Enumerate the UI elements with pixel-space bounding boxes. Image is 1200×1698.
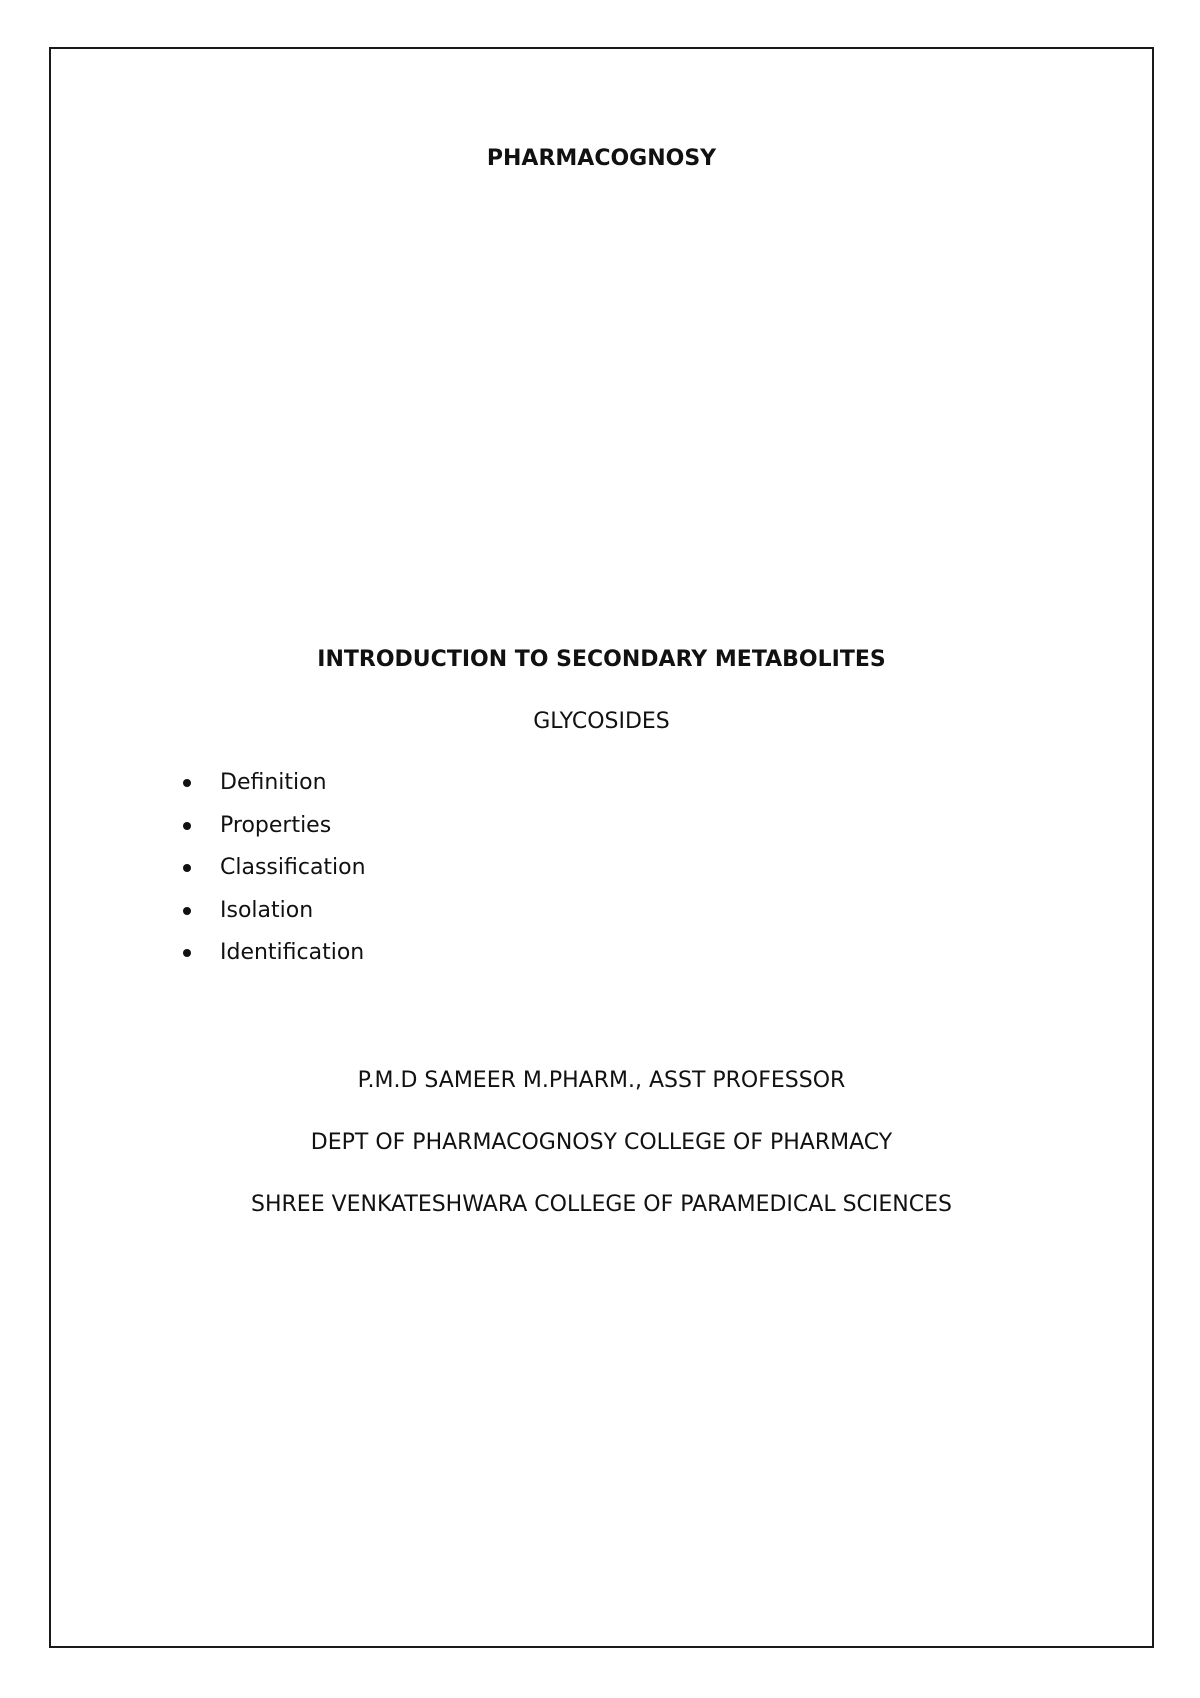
list-item-label: Identification <box>220 940 365 965</box>
college-line: SHREE VENKATESHWARA COLLEGE OF PARAMEDICAL SCIENCES <box>251 1192 952 1217</box>
document-title: PHARMACOGNOSY <box>486 146 717 171</box>
topic-list <box>180 769 366 982</box>
bullet-icon <box>183 949 191 957</box>
bullet-icon <box>183 822 191 830</box>
list-item-label: Classification <box>220 855 366 880</box>
list-item <box>180 897 366 940</box>
bullet-icon <box>183 864 191 872</box>
bullet-icon <box>183 907 191 915</box>
bullet-icon <box>183 779 191 787</box>
list-item-label: Isolation <box>220 897 314 923</box>
department-line: DEPT OF PHARMACOGNOSY COLLEGE OF PHARMACY <box>310 1130 893 1155</box>
list-item <box>180 769 366 812</box>
list-item <box>180 812 366 855</box>
list-item <box>180 854 366 897</box>
section-heading: INTRODUCTION TO SECONDARY METABOLITES <box>317 647 886 672</box>
list-item <box>180 939 366 982</box>
author-line: P.M.D SAMEER M.PHARM., ASST PROFESSOR <box>357 1068 846 1093</box>
subheading: GLYCOSIDES <box>533 709 670 734</box>
list-item-label: Properties <box>220 812 332 838</box>
list-item-label: Definition <box>220 770 327 795</box>
